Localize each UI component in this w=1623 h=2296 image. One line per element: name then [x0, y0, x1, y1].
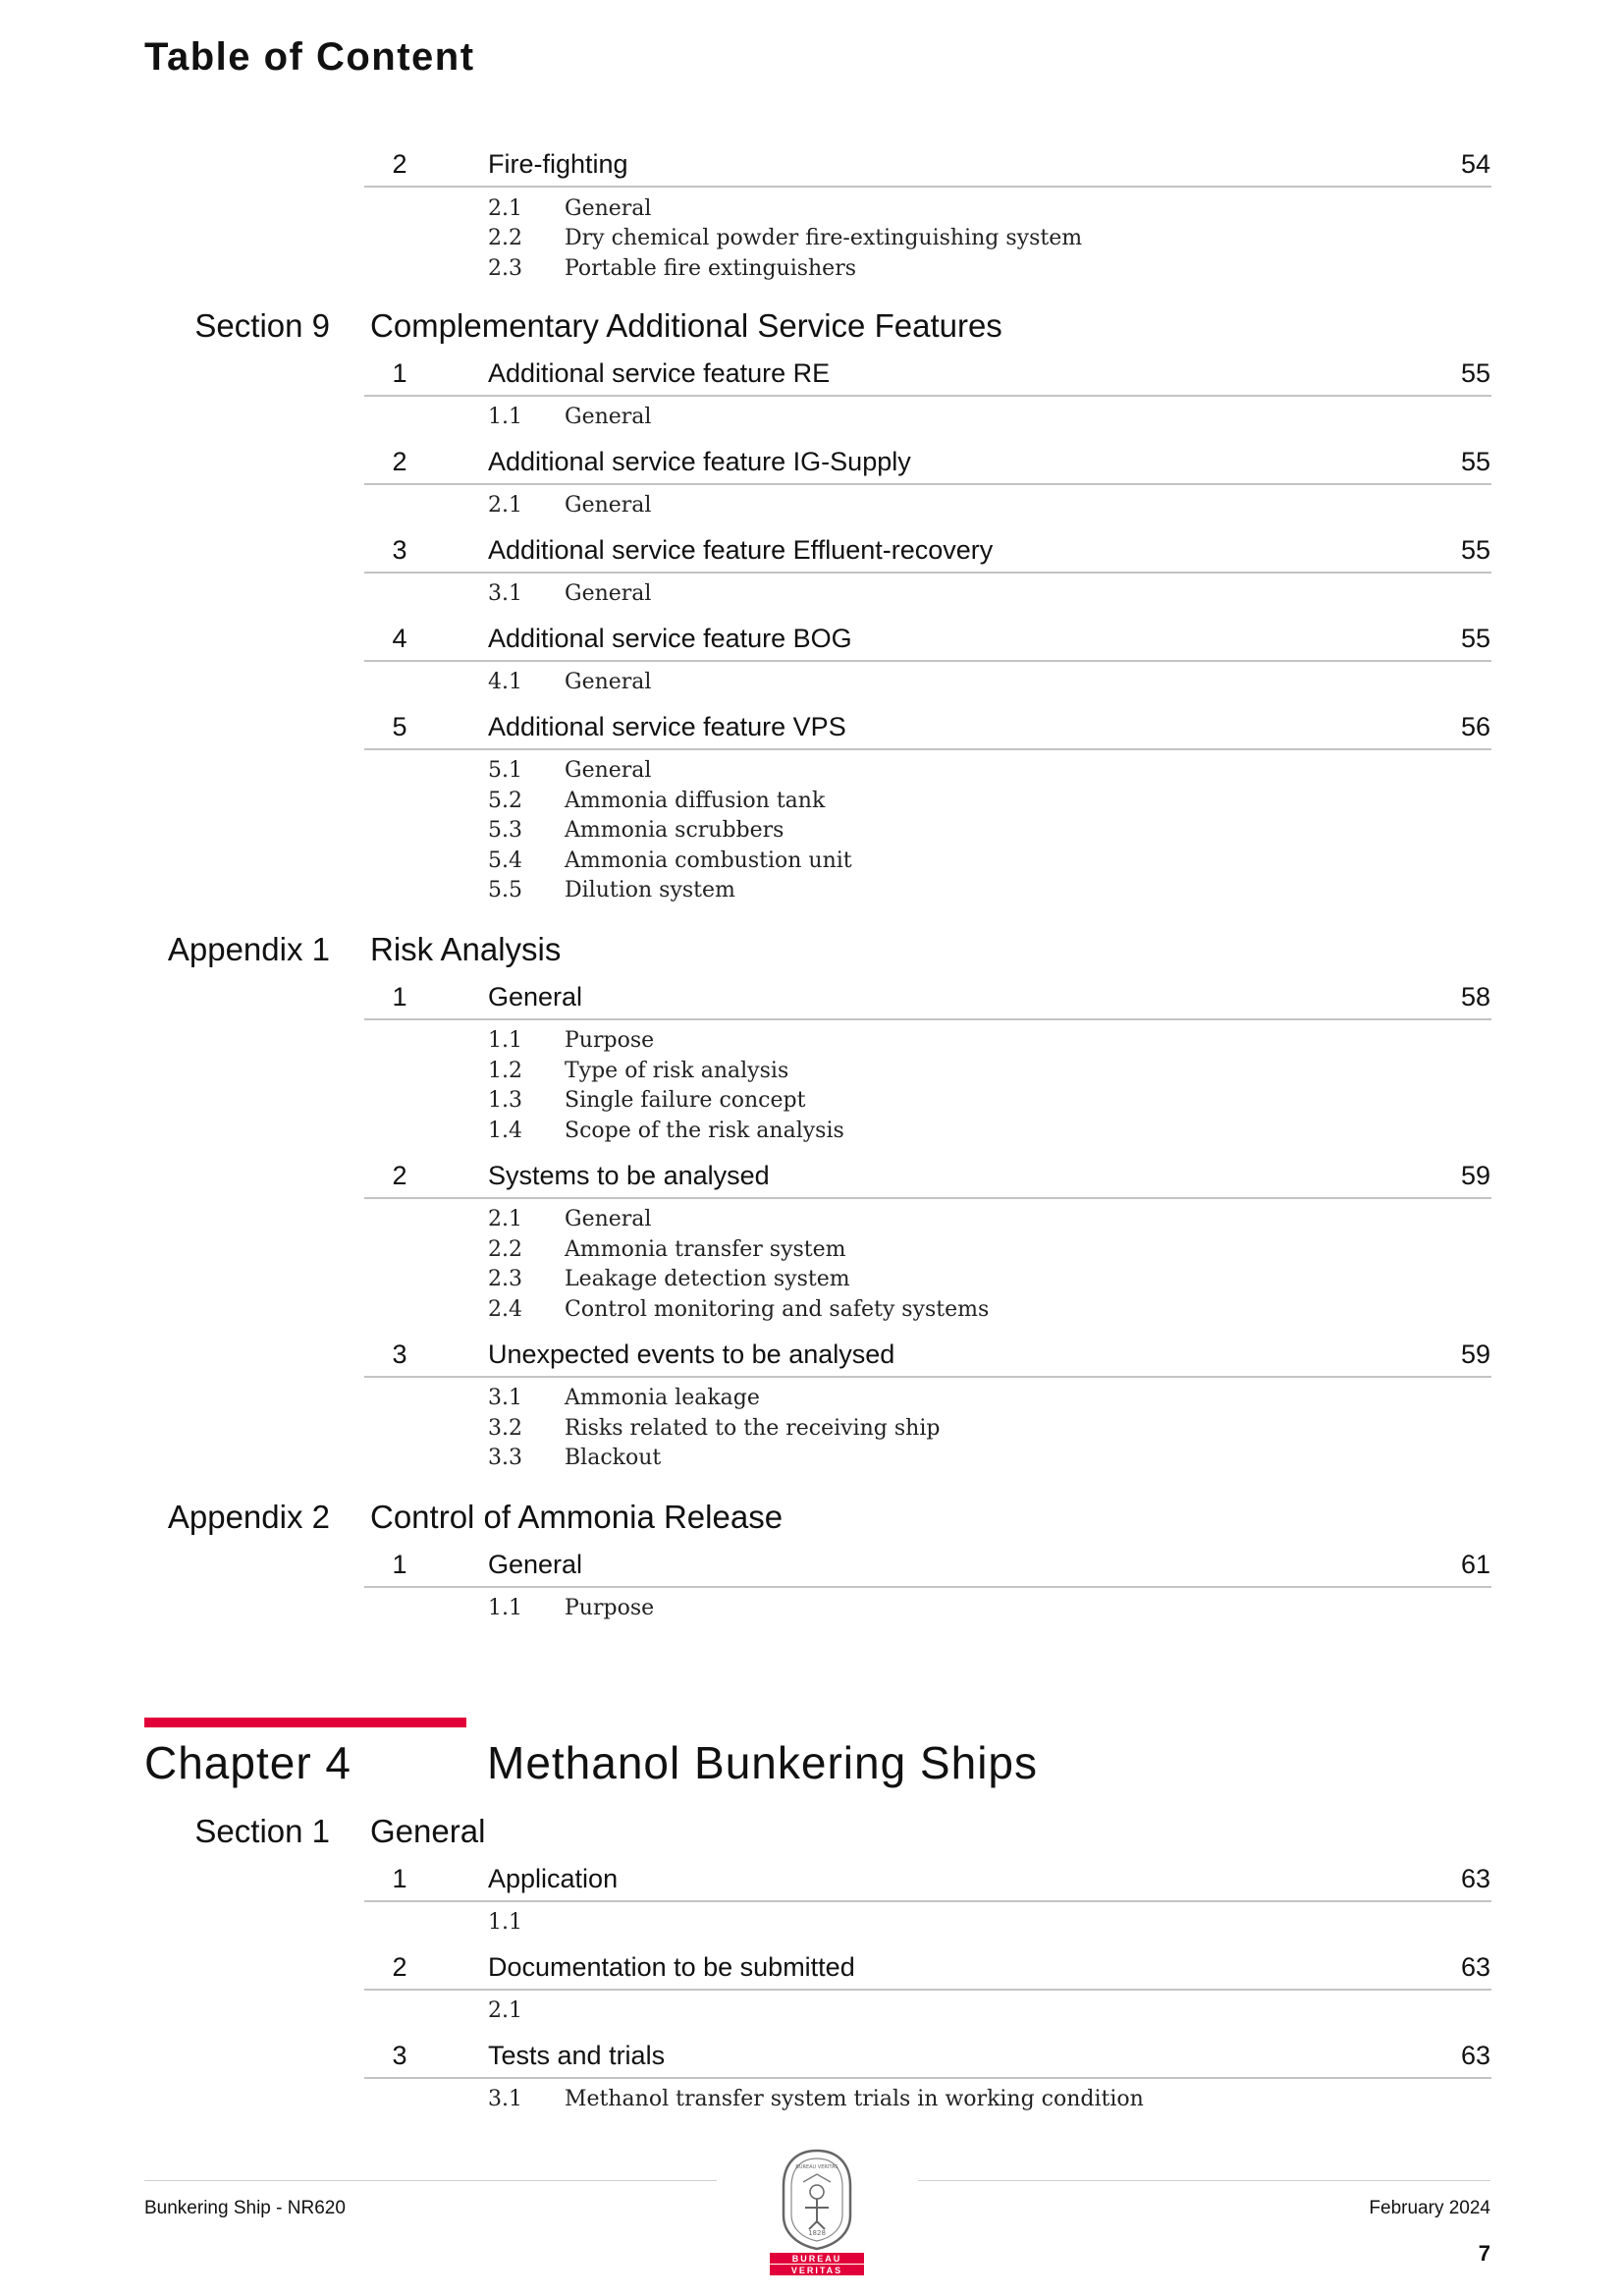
article-title[interactable]: Systems to be analysed	[488, 1161, 770, 1190]
article-page[interactable]: 55	[1460, 535, 1490, 565]
subarticle-number: 2.3	[488, 1267, 522, 1291]
subarticle-number: 2.1	[488, 493, 522, 518]
article-number: 5	[392, 712, 407, 741]
article-title[interactable]: Additional service feature BOG	[488, 624, 852, 653]
subarticle-title[interactable]: General	[565, 196, 652, 221]
subarticle-title[interactable]: Control monitoring and safety systems	[565, 1297, 990, 1322]
article-title[interactable]: General	[488, 1550, 583, 1579]
logo-band-1: BUREAU	[791, 2254, 842, 2264]
subarticle-title[interactable]: Ammonia scrubbers	[565, 818, 784, 843]
logo-band-2: VERITAS	[790, 2266, 843, 2275]
bureau-veritas-logo	[766, 2147, 868, 2276]
appendix-title[interactable]: Control of Ammonia Release	[370, 1499, 784, 1535]
article-title[interactable]: Unexpected events to be analysed	[488, 1339, 895, 1369]
subarticle-title[interactable]: Portable fire extinguishers	[565, 256, 857, 281]
article-divider	[364, 483, 1491, 485]
article-number: 1	[392, 1550, 407, 1579]
article-number: 3	[392, 2041, 407, 2070]
chapter-label: Chapter 4	[144, 1737, 352, 1788]
appendix-label: Appendix 1	[167, 931, 330, 967]
subarticle-title[interactable]: Ammonia transfer system	[565, 1237, 846, 1262]
article-number: 2	[392, 447, 407, 476]
subarticle-title[interactable]: Single failure concept	[565, 1088, 806, 1113]
article-title[interactable]: Fire-fighting	[488, 149, 628, 179]
article-divider	[364, 748, 1491, 750]
article-page[interactable]: 54	[1460, 149, 1490, 179]
subarticle-number: 4.1	[488, 670, 522, 694]
article-number: 1	[392, 982, 407, 1011]
article-title[interactable]: Documentation to be submitted	[488, 1952, 855, 1982]
article-divider	[364, 572, 1491, 574]
subarticle-number: 5.4	[488, 848, 522, 873]
article-divider	[364, 1376, 1491, 1378]
appendix-title[interactable]: Risk Analysis	[370, 931, 562, 967]
subarticle-number: 2.2	[488, 1237, 522, 1262]
article-page[interactable]: 55	[1460, 624, 1490, 653]
article-page[interactable]: 63	[1460, 1864, 1490, 1893]
subarticle-title[interactable]: Blackout	[565, 1446, 662, 1470]
subarticle-title[interactable]: Dilution system	[565, 878, 735, 902]
subarticle-number: 3.1	[488, 1386, 522, 1410]
subarticle-title[interactable]: Type of risk analysis	[565, 1059, 789, 1083]
subarticle-title[interactable]: Dry chemical powder fire-extinguishing system	[565, 226, 1083, 250]
subarticle-number: 1.1	[488, 1596, 522, 1620]
article-page[interactable]: 55	[1460, 358, 1490, 388]
chapter-title[interactable]: Methanol Bunkering Ships	[487, 1737, 1038, 1788]
subarticle-title[interactable]: Ammonia combustion unit	[565, 848, 852, 873]
article-title[interactable]: General	[488, 982, 583, 1011]
subarticle-number: 3.3	[488, 1446, 522, 1470]
subarticle-title[interactable]: Ammonia leakage	[565, 1386, 760, 1410]
section-title[interactable]: General	[370, 1813, 486, 1849]
article-divider	[364, 660, 1491, 662]
article-number: 3	[392, 1339, 407, 1369]
subarticle-number: 2.1	[488, 196, 522, 221]
article-number: 2	[392, 149, 407, 179]
subarticle-title[interactable]: Purpose	[565, 1028, 655, 1053]
article-page[interactable]: 59	[1460, 1339, 1490, 1369]
article-divider	[364, 1586, 1491, 1588]
article-number: 3	[392, 535, 407, 565]
section-title[interactable]: Complementary Additional Service Features	[370, 307, 1002, 344]
article-number: 1	[392, 1864, 407, 1893]
subarticle-number: 1.1	[488, 1910, 522, 1935]
subarticle-number: 2.4	[488, 1297, 522, 1322]
article-divider	[364, 1018, 1491, 1020]
article-title[interactable]: Application	[488, 1864, 619, 1893]
subarticle-title[interactable]: General	[565, 758, 652, 783]
subarticle-title[interactable]: Purpose	[565, 1596, 655, 1620]
page-number: 7	[1478, 2241, 1490, 2266]
subarticle-title[interactable]: Ammonia diffusion tank	[565, 789, 826, 813]
subarticle-title[interactable]: General	[565, 1207, 652, 1231]
article-title[interactable]: Tests and trials	[488, 2041, 666, 2070]
subarticle-title[interactable]: Leakage detection system	[565, 1267, 850, 1291]
subarticle-number: 1.1	[488, 1028, 522, 1053]
article-divider	[364, 395, 1491, 397]
footer-divider-left	[144, 2180, 717, 2181]
subarticle-number: 5.5	[488, 878, 522, 902]
article-number: 2	[392, 1952, 407, 1982]
article-divider	[364, 186, 1491, 188]
section-label: Section 9	[194, 307, 330, 344]
article-page[interactable]: 63	[1460, 2041, 1490, 2070]
article-divider	[364, 1900, 1491, 1902]
article-number: 4	[392, 624, 407, 653]
article-divider	[364, 1197, 1491, 1199]
article-page[interactable]: 63	[1460, 1952, 1490, 1982]
article-number: 2	[392, 1161, 407, 1190]
subarticle-number: 3.1	[488, 2087, 522, 2111]
subarticle-number: 2.1	[488, 1998, 522, 2023]
subarticle-title[interactable]: General	[565, 581, 652, 606]
subarticle-number: 2.3	[488, 256, 522, 281]
subarticle-title[interactable]: General	[565, 493, 652, 518]
footer-document-name: Bunkering Ship - NR620	[144, 2198, 346, 2218]
article-title[interactable]: Additional service feature Effluent-recovery	[488, 535, 994, 565]
appendix-label: Appendix 2	[167, 1499, 330, 1535]
subarticle-title[interactable]: General	[565, 405, 652, 429]
subarticle-number: 5.1	[488, 758, 522, 783]
subarticle-number: 1.1	[488, 405, 522, 429]
subarticle-number: 5.3	[488, 818, 522, 843]
logo-ring-text: BUREAU VERITAS	[795, 2164, 839, 2170]
subarticle-title[interactable]: General	[565, 670, 652, 694]
subarticle-number: 3.1	[488, 581, 522, 606]
logo-year: 1828	[808, 2229, 826, 2237]
article-page[interactable]: 55	[1460, 447, 1490, 476]
subarticle-title[interactable]: Risks related to the receiving ship	[565, 1416, 941, 1441]
subarticle-number: 3.2	[488, 1416, 522, 1441]
article-divider	[364, 1989, 1491, 1991]
article-page[interactable]: 61	[1460, 1550, 1490, 1579]
subarticle-number: 2.2	[488, 226, 522, 250]
subarticle-number: 1.3	[488, 1088, 522, 1113]
article-title[interactable]: Additional service feature IG-Supply	[488, 447, 911, 476]
page-title: Table of Content	[144, 35, 475, 79]
chapter-accent-bar	[144, 1718, 466, 1727]
subarticle-number: 1.2	[488, 1059, 522, 1083]
subarticle-number: 5.2	[488, 789, 522, 813]
article-divider	[364, 2077, 1491, 2079]
footer-divider-right	[918, 2180, 1490, 2181]
article-title[interactable]: Additional service feature VPS	[488, 712, 846, 741]
subarticle-number: 1.4	[488, 1119, 522, 1143]
subarticle-title[interactable]: Scope of the risk analysis	[565, 1119, 844, 1143]
article-number: 1	[392, 358, 407, 388]
article-page[interactable]: 59	[1460, 1161, 1490, 1190]
article-page[interactable]: 56	[1460, 712, 1490, 741]
article-title[interactable]: Additional service feature RE	[488, 358, 831, 388]
footer-date: February 2024	[1369, 2198, 1490, 2218]
section-label: Section 1	[194, 1813, 330, 1849]
subarticle-number: 2.1	[488, 1207, 522, 1231]
subarticle-title[interactable]: Methanol transfer system trials in working condition	[565, 2087, 1144, 2111]
article-page[interactable]: 58	[1460, 982, 1490, 1011]
